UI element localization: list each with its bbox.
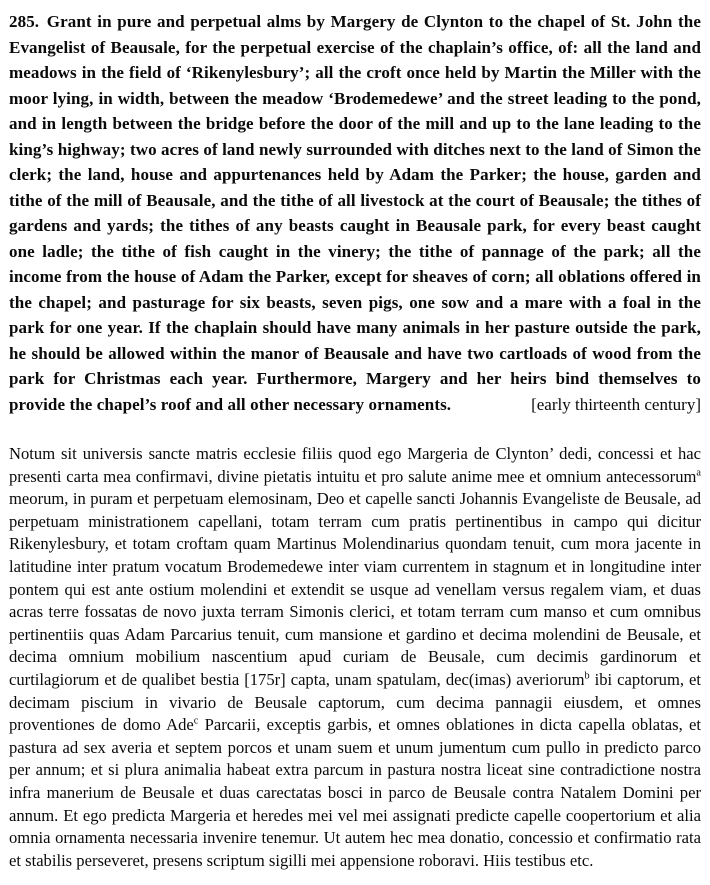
latin-text-segment: Notum sit universis sancte matris ecclesie filiis quod ego Margeria de Clynton’ dedi, concessi et hac presenti carta mea confirmavi, divine pietatis intuitu et pro salute anime mee et omnium antecessorum	[9, 444, 701, 486]
latin-text-segment: meorum, in puram et perpetuam elemosinam, Deo et capelle sancti Johannis Evangeliste de Beusale, ad perpetuam ministrationem capellani, totam terram cum pratis pertinentibus in campo qui dicitur Rikenylesbury, et totam croftam quam Martinus Molendinarius quondam tenuit, cum mora jacente in latitudine inter pratum vocatum Brodemedewe inter viam currentem in stagnum et in longitudine inter pontem qui est ante ostium molendini et extendit se usque ad venellam versus regalem viam, et duas acras terre fossatas de novo juxta terram Simonis clerici, et totam terram cum manso et cum omnibus pertinentiis quas Adam Parcarius tenuit, cum mansione et gardino et decima molendini de Beusale, et decima omnium mobilium nascentium apud curiam de Beusale, cum decimis gardinorum et curtilagiorum et de qualibet bestia [175r] capta, unam spatulam, dec(imas) averiorum	[9, 489, 701, 689]
footnote-marker: c	[193, 715, 199, 727]
entry-number: 285.	[9, 12, 40, 31]
footnote-marker: a	[696, 467, 701, 479]
footnote-marker: b	[584, 670, 590, 682]
summary-text: Grant in pure and perpetual alms by Margery de Clynton to the chapel of St. John the Evangelist of Beausale, for the perpetual exercise of the chaplain’s office, of: all the land and meadows in the field of ‘Rikenylesbury’; all the croft once held by Martin the Miller with the moor lying, in width, between the meadow ‘Brodemedewe’ and the street leading to the pond, and in length between the bridge before the door of the mill and up to the lane leading to the king’s highway; two acres of land newly surrounded with ditches next to the land of Simon the clerk; the land, house and appurtenances held by Adam the Parker; the house, garden and tithe of the mill of Beausale, and the tithe of all livestock at the court of Beausale; the tithes of gardens and yards; the tithes of any beasts caught in Beausale park, for every beast caught one ladle; the tithe of fish caught in the vinery; the tithe of pannage of the park; all the income from the house of Adam the Parker, except for sheaves of corn; all oblations offered in the chapel; and pasturage for six beasts, seven pigs, one sow and a mare with a foal in the park for one year. If the chaplain should have many animals in her pasture outside the park, he should be allowed within the manor of Beausale and have two cartloads of wood from the park for Christmas each year. Furthermore, Margery and her heirs bind themselves to provide the chapel’s roof and all other necessary ornaments.	[9, 12, 701, 414]
latin-text-segment: Parcarii, exceptis garbis, et omnes oblationes in dicta capella oblatas, et pastura ad sex averia et septem porcos et unam suem et unum jumentum cum pullo in predicto parco per annum; et si plura animalia habeat extra parcum in pastura nostra liceat sine contradictione nostra infra manerium de Beusale et duas carectatas bosci in parco de Beusale contra Natalem Domini per annum. Et ego predicta Margeria et heredes mei vel mei assignati predicte capelle coopertorium et alia omnia ornamenta necessaria invenire tenemur. Ut autem hec mea donatio, concessio et confirmatio rata et stabilis perseveret, presens scriptum sigilli mei appensione roboravi. Hiis testibus etc.	[9, 715, 701, 870]
latin-text-segment: ibi captorum, et decimam piscium in vivario de Beusale captorum, cum decima pannagii eiusdem, et omnes proventiones de domo Ade	[9, 669, 701, 735]
date-note: [early thirteenth century]	[531, 394, 701, 414]
latin-paragraph	[9, 443, 701, 872]
summary-paragraph	[9, 9, 701, 417]
